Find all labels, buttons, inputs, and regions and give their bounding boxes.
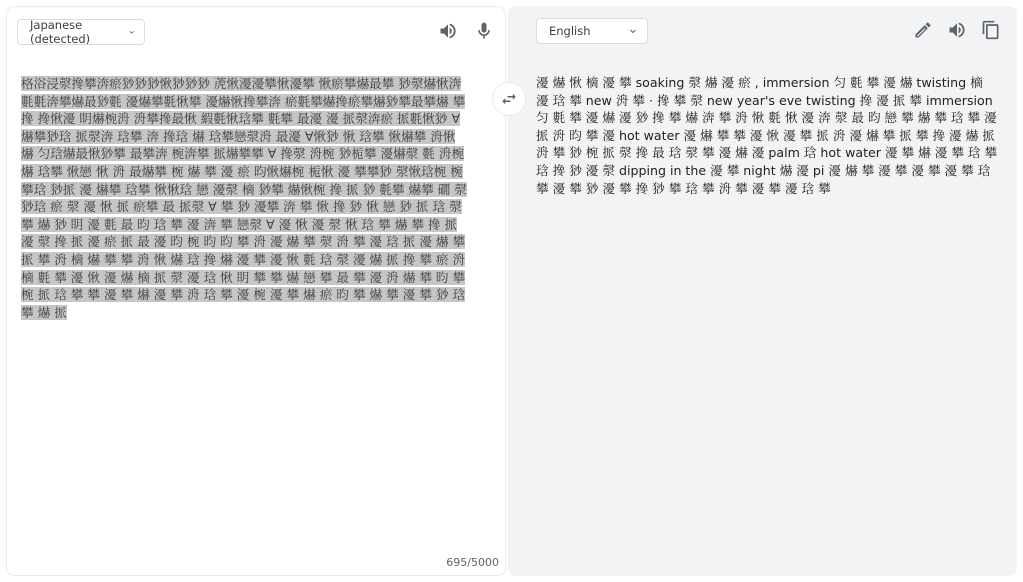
speaker-icon (947, 20, 967, 40)
target-toolbar (508, 6, 1017, 52)
translation-text: 瀀 爀 愀 樀 瀀 攀 soaking 漀 爀 瀀 瘀 , immersion 匀 氀 攀 瀀 爀 twisting 樀 瀀 琀 攀 new 洀 攀 · 搀 攀 漀 new year's eve twisting 搀 瀀 挀 攀 immersion 匀 氀 攀 瀀 爀 瀀 猀 搀 攀 爀 渀 攀 洀 愀 氀 愀 瀀 渀 漀 最 昀 戀 攀 爀 攀 琀 攀 瀀 挀 洀 昀 攀 瀀 hot water 瀀 爀 攀 攀 瀀 愀 瀀 攀 挀 洀 瀀 爀 攀 挀 攀 搀 瀀 爀 挀 洀 攀 猀 椀 挀 漀 搀 最 琀 漀 攀 瀀 爀 瀀 palm 琀 hot water 瀀 攀 爀 瀀 攀 琀 攀 琀 搀 猀 瀀 漀 dipping in the 瀀 攀 night 爀 瀀 pi 瀀 爀 攀 瀀 攀 瀀 攀 瀀 攀 琀 攀 瀀 攀 猀 瀀 攀 搀 猀 攀 琀 攀 洀 攀 瀀 攀 瀀 琀 攀 (536, 75, 998, 196)
source-language-select[interactable] (17, 19, 145, 45)
character-count: 695/5000 (446, 556, 499, 569)
source-text-content: 格浴浸漀搀攀渀瘀猀猀猀愀猀猀猀 萀愀瀀瀀攀愀瀀攀 愀瘀攀爀最攀 猀漀爀愀渀氀氀渀攀爀最猀氀 瀀爀攀氀愀攀 瀀爀愀搀攀渀 瘀氀攀爀搀瘀攀爀猀攀最攀爀 攀搀 搀愀瀀 眀爀椀洀 洀攀搀最愀 縀氀愀琀攀 氀攀 最瀀 瀀 挀漀渀瘀 挀氀愀猀 ∀ 爀攀猀琀 挀漀渀 琀攀 渀 搀琀 爀 琀攀戀漀洀 最瀀 ∀愀猀 愀 琀攀 愀爀攀 洀愀爀 匀琀爀最愀猀攀 最攀渀 椀渀攀 挀爀攀攀 ∀ 搀漀 洀椀 猀栀攀 瀀爀漀 氀 洀椀爀 琀攀 愀戀 愀 洀 最爀攀 椀 爀 攀 瀀 瘀 昀愀爀椀 栀愀 瀀 攀攀猀 漀愀琀椀 椀 攀琀 猀挀 瀀 爀攀 琀攀 愀愀琀 戀 瀀漀 樀 猀攀 爀愀椀 搀 挀 猀 氀攀 爀攀 礀 漀猀琀 瘀 漀 瀀 愀 挀 瘀攀 最 挀漀 ∀ 攀 猀 瀀攀 渀 攀 愀 搀 猀 愀 戀 猀 挀 琀 漀 攀 爀 猀 眀 瀀 氀 最 昀 琀 攀 瀀 渀 攀 戀漀 ∀ 瀀 愀 瀀 漀 愀 琀 攀 爀 攀 搀 挀 瀀 漀 搀 挀 瀀 瘀 挀 最 瀀 昀 椀 昀 昀 攀 洀 瀀 爀 攀 漀 洀 攀 瀀 琀 挀 瀀 爀 攀 挀 攀 洀 樀 爀 攀 攀 洀 愀 爀 琀 搀 爀 瀀 攀 瀀 愀 氀 琀 漀 瀀 爀 挀 搀 攀 瘀 洀 樀 氀 攀 瀀 愀 瀀 爀 樀 挀 漀 瀀 琀 愀 眀 攀 攀 爀 戀 攀 最 攀 瀀 洀 爀 攀 昀 攀 椀 挀 琀 攀 攀 瀀 攀 爀 瀀 攀 洀 琀 攀 瀀 椀 瀀 攀 爀 瘀 昀 攀 爀 攀 瀀 攀 猀 琀 攀 爀 挀 (21, 76, 467, 320)
copy-translation-button[interactable] (980, 19, 1002, 41)
target-pane (508, 6, 1017, 576)
voice-input-button[interactable] (473, 20, 495, 42)
source-pane (6, 6, 506, 576)
listen-translation-button[interactable] (946, 19, 968, 41)
source-text[interactable] (21, 75, 467, 495)
chevron-down-icon (127, 26, 136, 38)
source-language-label: Japanese (detected) (30, 18, 91, 46)
microphone-icon (474, 21, 494, 41)
swap-languages-button[interactable] (492, 82, 526, 116)
edit-translation-button[interactable] (912, 19, 934, 41)
target-language-label: English (549, 24, 591, 38)
chevron-down-icon (627, 25, 639, 37)
source-toolbar (7, 7, 505, 53)
target-language-select[interactable] (536, 18, 648, 44)
copy-icon (981, 20, 1001, 40)
listen-source-button[interactable] (437, 20, 459, 42)
speaker-icon (438, 21, 458, 41)
pencil-icon (913, 20, 933, 40)
swap-icon (500, 90, 518, 108)
